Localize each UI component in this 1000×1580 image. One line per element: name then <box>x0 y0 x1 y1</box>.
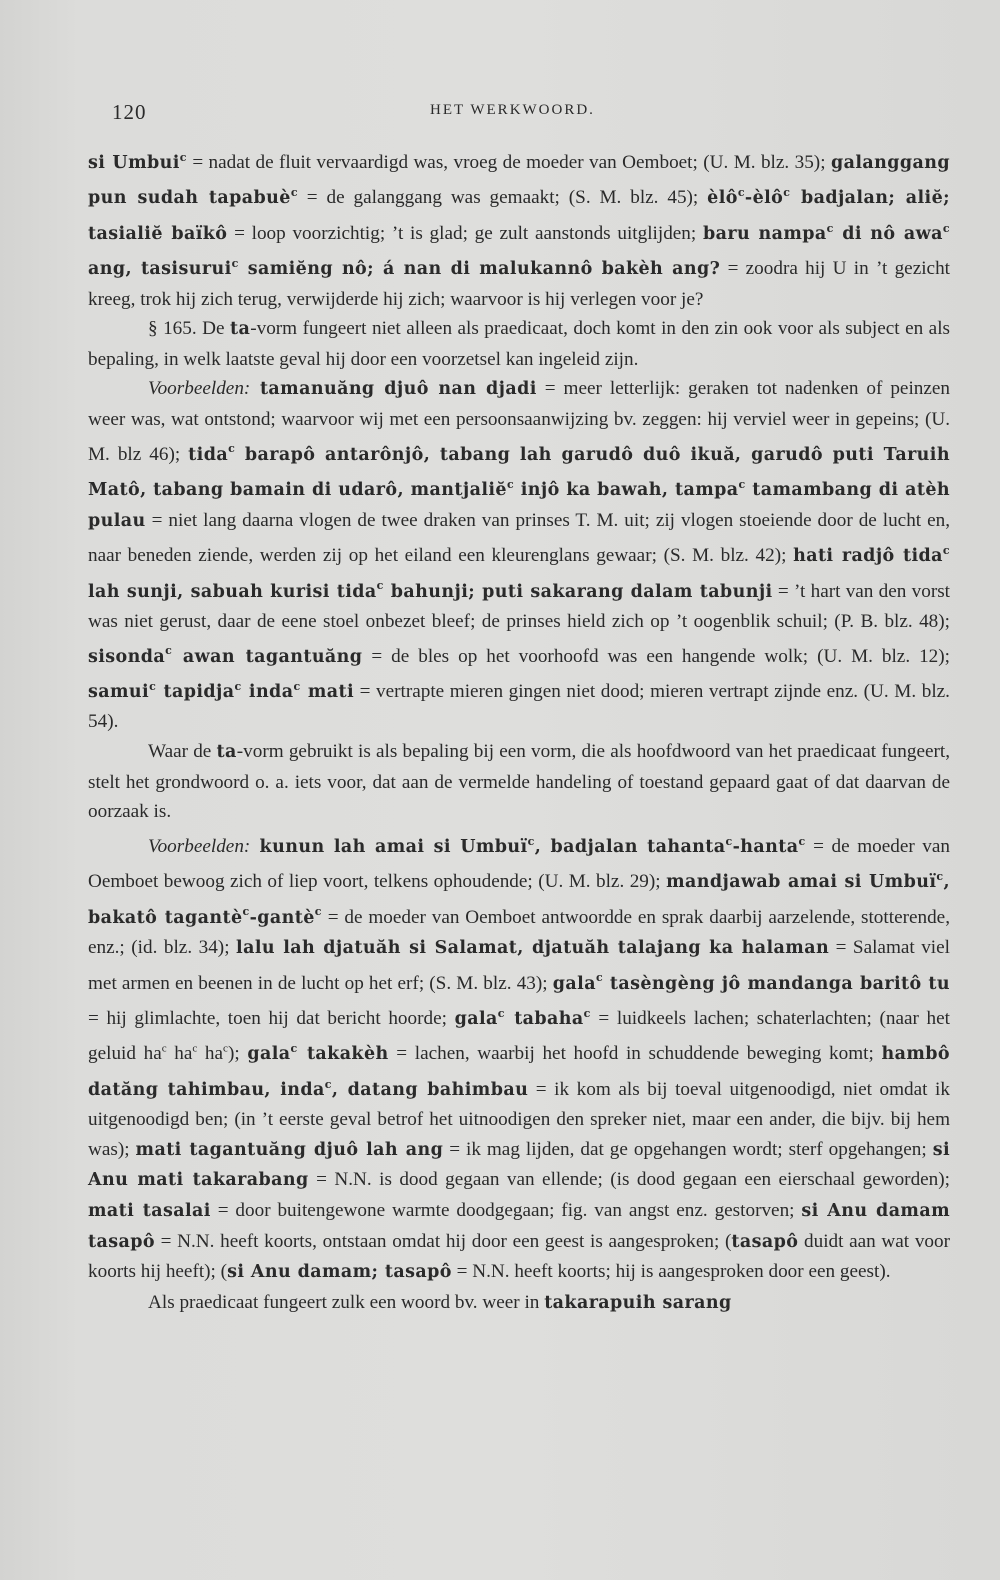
malay-term: tapidja <box>156 681 235 702</box>
malay-term: bahunji; puti sakarang dalam tabunji <box>383 581 773 602</box>
malay-term: c <box>149 679 157 693</box>
paragraph <box>88 143 950 314</box>
malay-term: di nô awa <box>833 223 943 244</box>
malay-term: tida <box>188 444 229 465</box>
running-title: HET WERKWOORD. <box>430 102 595 118</box>
malay-term: badjalan; aliĕ; tasialiĕ baïkô <box>88 188 950 244</box>
text-run: Waar de <box>148 740 217 762</box>
italic-label: Voorbeelden: <box>148 835 251 857</box>
malay-term: c <box>290 186 298 200</box>
text-run: = loop voorzichtig; ’t is glad; ge zult aanstonds uitglijden; <box>227 222 703 244</box>
malay-term: , datang bahimbau <box>331 1079 529 1100</box>
malay-term: c <box>228 442 236 456</box>
malay-term: tamanuăng djuô nan djadi <box>250 379 537 400</box>
malay-term: hati radjô tida <box>793 545 943 566</box>
malay-term: mandjawab amai si Umbuï <box>666 872 937 892</box>
malay-term: c <box>527 834 535 848</box>
malay-term: c <box>231 257 239 271</box>
body-text <box>88 143 950 1318</box>
malay-term: samiĕng nô; á nan di malukannô bakèh ang? <box>238 259 721 280</box>
text-run: = de galanggang was gemaakt; (S. M. blz. 45); <box>297 187 708 209</box>
malay-term: c <box>234 679 242 693</box>
malay-term: c <box>942 544 950 558</box>
text-run: = niet lang daarna vlogen de twee draken van prinses T. M. uit; zij vlogen stoeiende door de lucht en, naar beneden ziende, werden zij op het eiland een kleurenglans gewaar; (S. M. blz. 42); <box>88 509 950 566</box>
malay-term: tasèngèng jô mandanga baritô tu <box>603 973 950 994</box>
text-run: = N.N. is dood gegaan van ellende; (is dood gegaan een eierschaal geworden); <box>308 1169 950 1191</box>
page-number: 120 <box>112 100 147 124</box>
malay-term: c <box>497 1007 505 1021</box>
text-run: ); <box>227 1043 248 1065</box>
paragraph <box>88 827 950 1288</box>
malay-term: , bakatô tagantè <box>88 872 950 928</box>
malay-term: c <box>725 834 733 848</box>
malay-term: -hanta <box>732 836 799 857</box>
text-run: = N.N. heeft koorts; hij is aangesproken door een geest). <box>451 1261 891 1283</box>
malay-term: c <box>376 579 384 593</box>
malay-term: sisonda <box>88 646 166 667</box>
malay-term: gala <box>454 1008 498 1029</box>
malay-term: c <box>936 870 944 884</box>
malay-term: takarapuih sarang <box>544 1292 732 1313</box>
malay-term: si Anu damam; tasapô <box>227 1262 452 1283</box>
text-run: § 165. De <box>148 318 230 340</box>
text-run: = ik mag lijden, dat ge opgehangen wordt; sterf opgehangen; <box>443 1138 933 1160</box>
text-run: duidt aan wat voor koorts hij heeft); ( <box>88 1230 950 1283</box>
malay-term: -èlô <box>744 188 784 209</box>
malay-term: mati tagantuăng djuô lah ang <box>135 1139 444 1160</box>
text-run: ha <box>166 1043 193 1065</box>
malay-term: takakèh <box>297 1044 389 1065</box>
malay-term: hambô datăng tahimbau, inda <box>88 1044 950 1100</box>
malay-term: c <box>738 478 746 492</box>
malay-term: c <box>314 905 322 919</box>
text-run: c <box>223 1042 228 1055</box>
text-run: = door buitengewone warmte doodgegaan; fig. van angst enz. gestorven; <box>210 1200 802 1222</box>
malay-term: kunun lah amai si Umbuï <box>250 836 528 857</box>
malay-term: si Anu damam tasapô <box>88 1201 951 1252</box>
malay-term: c <box>242 905 250 919</box>
malay-term: c <box>798 834 806 848</box>
malay-term: inda <box>241 681 294 702</box>
malay-term: injô ka bawah, tampa <box>514 479 739 500</box>
text-run: = ik kom als bij toeval uitgenoodigd, niet omdat ik uitgenoodigd ben; (in ’t eerste geval betrof het uitnoodigen den spreker niet, maar een ander, die bijv. bij hem was); <box>88 1078 950 1160</box>
malay-term: , badjalan tahanta <box>534 836 726 857</box>
malay-term: c <box>595 971 604 985</box>
malay-term: èlô <box>707 188 738 209</box>
malay-term: c <box>506 478 515 492</box>
paragraph <box>88 314 950 374</box>
malay-term: c <box>737 186 745 200</box>
malay-term: c <box>783 186 791 200</box>
malay-term: c <box>942 221 950 235</box>
malay-term: c <box>324 1077 332 1091</box>
text-run: = ’t hart van den vorst was niet gerust, daar de eene stoel onbezet bleef; de prinses hield zich op ’t oogenblik schuil; (P. B. blz. 48); <box>88 580 951 632</box>
malay-term: lalu lah djatuăh si Salamat, djatuăh talajang ka halaman <box>236 938 830 959</box>
malay-term: ta <box>229 319 251 340</box>
malay-term: c <box>826 221 834 235</box>
malay-term: c <box>165 644 173 658</box>
malay-term: ta <box>216 741 237 762</box>
text-run: = meer letterlijk: geraken tot nadenken of peinzen weer was, wat ontstond; waarvoor wij met een persoonsaanwijzing bv. zeggen: hij verviel weer in gepeins; (U. M. blz 46); <box>88 378 950 465</box>
malay-term: gala <box>552 973 596 994</box>
malay-term: c <box>583 1007 591 1021</box>
text-run: = nadat de fluit vervaardigd was, vroeg de moeder van Oemboet; (U. M. blz. 35); <box>186 151 831 173</box>
text-run: = Salamat viel met armen en beenen in de lucht op het erf; (S. M. blz. 43); <box>88 937 950 994</box>
malay-term: baru nampa <box>702 223 827 244</box>
malay-term: si Umbui <box>88 152 180 173</box>
text-run: = N.N. heeft koorts, ontstaan omdat hij door een geest is aangesproken; ( <box>154 1230 732 1252</box>
text-run: ha <box>197 1043 224 1065</box>
malay-term: c <box>179 151 187 164</box>
text-run: = vertrapte mieren gingen niet dood; mieren vertrapt zijnde enz. (U. M. blz. 54). <box>88 680 950 733</box>
running-head <box>90 96 950 126</box>
text-run: c <box>192 1042 198 1055</box>
text-run: = de moeder van Oemboet antwoordde en sprak daarbij aarzelende, stotterende, enz.; (id. blz. 34); <box>88 906 950 959</box>
malay-term: c <box>290 1042 298 1056</box>
malay-term: ang, tasisurui <box>88 259 232 280</box>
malay-term: c <box>293 679 301 693</box>
text-run: c <box>161 1042 167 1055</box>
malay-term: -gantè <box>249 907 315 928</box>
malay-term: galanggang pun sudah tapabuè <box>88 152 950 209</box>
text-run: = zoodra hij U in ’t gezicht kreeg, trok hij zich terug, verwijderde hij zich; waarvoor is hij verlegen voor je? <box>88 258 950 310</box>
malay-term: tamambang di atèh pulau <box>88 479 950 531</box>
malay-term: si Anu mati takarabang <box>88 1139 950 1191</box>
paragraph <box>88 374 950 737</box>
text-run: = de bles op het voorhoofd was een hangende wolk; (U. M. blz. 12); <box>362 645 950 667</box>
paragraph <box>88 1288 950 1319</box>
text-run: = luidkeels lachen; schaterlachten; (naar het geluid ha <box>88 1007 950 1065</box>
malay-term: barapô antarônjô, tabang lah garudô duô ikuă, garudô puti Taruih Matô, tabang bamain di udarô, mantjaliĕ <box>88 444 950 500</box>
malay-term: tasapô <box>731 1231 799 1252</box>
text-run: = de moeder van Oemboet bewoog zich of liep voort, telkens ophoudende; (U. M. blz. 29); <box>88 835 950 892</box>
malay-term: awan tagantuăng <box>172 646 363 667</box>
italic-label: Voorbeelden: <box>148 378 251 400</box>
text-run: = hij glimlachte, toen hij dat bericht hoorde; <box>88 1007 455 1029</box>
text-run: -vorm gebruikt is als bepaling bij een vorm, die als hoofdwoord van het praedicaat fungeert, stelt het grondwoord o. a. iets voor, dat aan de vermelde handeling of toestand gepaard gaat of dat daarvan de oorzaak is. <box>88 740 950 823</box>
malay-term: mati <box>300 681 355 702</box>
paragraph <box>88 737 950 827</box>
malay-term: mati tasalai <box>88 1201 211 1222</box>
text-run: = lachen, waarbij het hoofd in schuddende beweging komt; <box>388 1043 882 1065</box>
text-run: Als praedicaat fungeert zulk een woord bv. weer in <box>148 1291 545 1313</box>
malay-term: lah sunji, sabuah kurisi tida <box>88 581 377 602</box>
text-run: -vorm fungeert niet alleen als praedicaat, doch komt in den zin ook voor als subject en als bepaling, in welk laatste geval hij door een voorzetsel kan ingeleid zijn. <box>88 318 950 370</box>
malay-term: gala <box>247 1044 291 1065</box>
malay-term: samui <box>88 681 150 702</box>
malay-term: tabaha <box>504 1008 584 1029</box>
